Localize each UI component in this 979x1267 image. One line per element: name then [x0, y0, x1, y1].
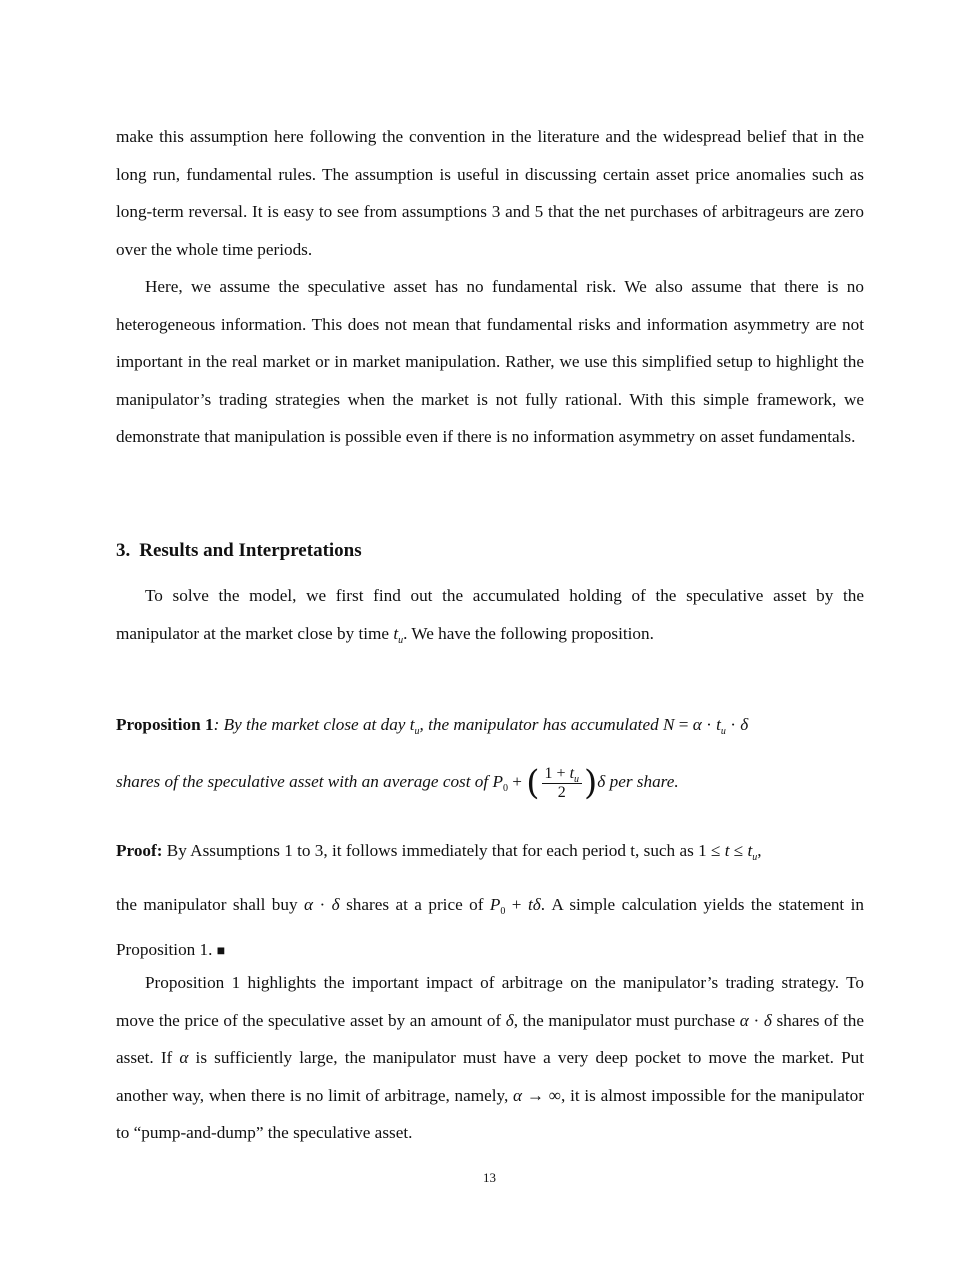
text-segment: is sufficiently large, the manipulator must have a very deep pocket to move the market. Put another way, when there is no limit of arbitrage, namely,: [116, 1048, 865, 1105]
paragraph-assumption-convention: make this assumption here following the convention in the literature and the widespread belief that in the long run, fundamental rules. The assumption is useful in discussing certain asset price anomalies such as long-term reversal. It is easy to see from assumptions 3 and 5 that the net purchases of arbitrageurs are zero over the whole time periods.: [116, 127, 864, 259]
math-average-cost: $P_0$ + ( $\frac{1 + t_u}{2}$ )δ: [492, 763, 606, 804]
math-alpha: α: [179, 1048, 189, 1068]
math-t-u: $t_u$: [409, 715, 420, 737]
section-title: Results and Interpretations: [139, 540, 362, 561]
math-alpha-delta: α · δ: [739, 1010, 772, 1030]
paragraph-solve-model: [116, 577, 864, 652]
math-t-range: $1 \le t \le t_u$: [698, 841, 758, 863]
text-segment: per share.: [605, 772, 679, 791]
math-n-equals: $N = \alpha \cdot t_u \cdot \delta$: [662, 715, 749, 737]
section-heading: [116, 540, 362, 562]
proposition-1: [116, 706, 864, 744]
text-segment: , it is almost impossible for the manipulator to “pump-and-dump” the speculative asset.: [116, 1085, 864, 1143]
paragraph-no-fundamental-risk: Here, we assume the speculative asset has no fundamental risk. We also assume that there is no heterogeneous information. This does not mean that fundamental risks and information asymmetry are not important in the real market or in market manipulation. Rather, we use this simplified setup to highlight the manipulator’s trading strategies when the market is not fully rational. With this simple framework, we demonstrate that manipulation is possible even if there is no information asymmetry on asset fundamentals.: [116, 277, 864, 447]
math-delta: δ: [505, 1010, 514, 1030]
text-segment: To solve the model, we first find out the accumulated holding of the speculative asset by the manipulator at the market close by time: [116, 586, 864, 643]
proof-label: Proof:: [116, 841, 163, 860]
text-segment: : By the market close at day: [213, 715, 410, 734]
math-alpha-infinity: α → ∞: [513, 1085, 562, 1105]
text-segment: . A simple calculation yields the statement in Proposition 1.: [116, 895, 864, 959]
text-segment: . We have the following proposition.: [403, 623, 654, 643]
proposition-label: Proposition 1: [116, 715, 214, 734]
text-segment: shares of the speculative asset with an average cost of: [116, 772, 493, 791]
text-segment: shares of the asset. If: [116, 1010, 864, 1068]
text-segment: the manipulator shall buy: [116, 895, 305, 914]
qed-icon: ■: [216, 944, 226, 959]
paragraph-arbitrage-impact: [116, 964, 864, 1152]
text-segment: , the manipulator must purchase: [513, 1010, 740, 1030]
text-segment: , the manipulator has accumulated: [419, 715, 663, 734]
proof-paragraph-continued: [116, 882, 864, 974]
text-segment: shares at a price of: [339, 895, 490, 914]
text-segment: Proposition 1 highlights the important impact of arbitrage on the manipulator’s trading strategy. To move the price of the speculative asset by an amount of: [116, 973, 864, 1030]
proposition-1-continued: [116, 763, 864, 802]
math-t-u: $t_u$: [393, 623, 404, 646]
page-number: 13: [483, 1170, 496, 1185]
math-price: $P_0 + t\delta$: [489, 895, 541, 917]
math-alpha-delta: α · δ: [304, 895, 340, 914]
proof-paragraph: Proof: By Assumptions 1 to 3, it follows immediately that for each period t, such as $1 \le t \le t_u$,: [116, 841, 762, 863]
section-number: 3.: [116, 540, 131, 561]
text-segment: By Assumptions 1 to 3, it follows immediately that for each period t, such as: [162, 841, 699, 860]
